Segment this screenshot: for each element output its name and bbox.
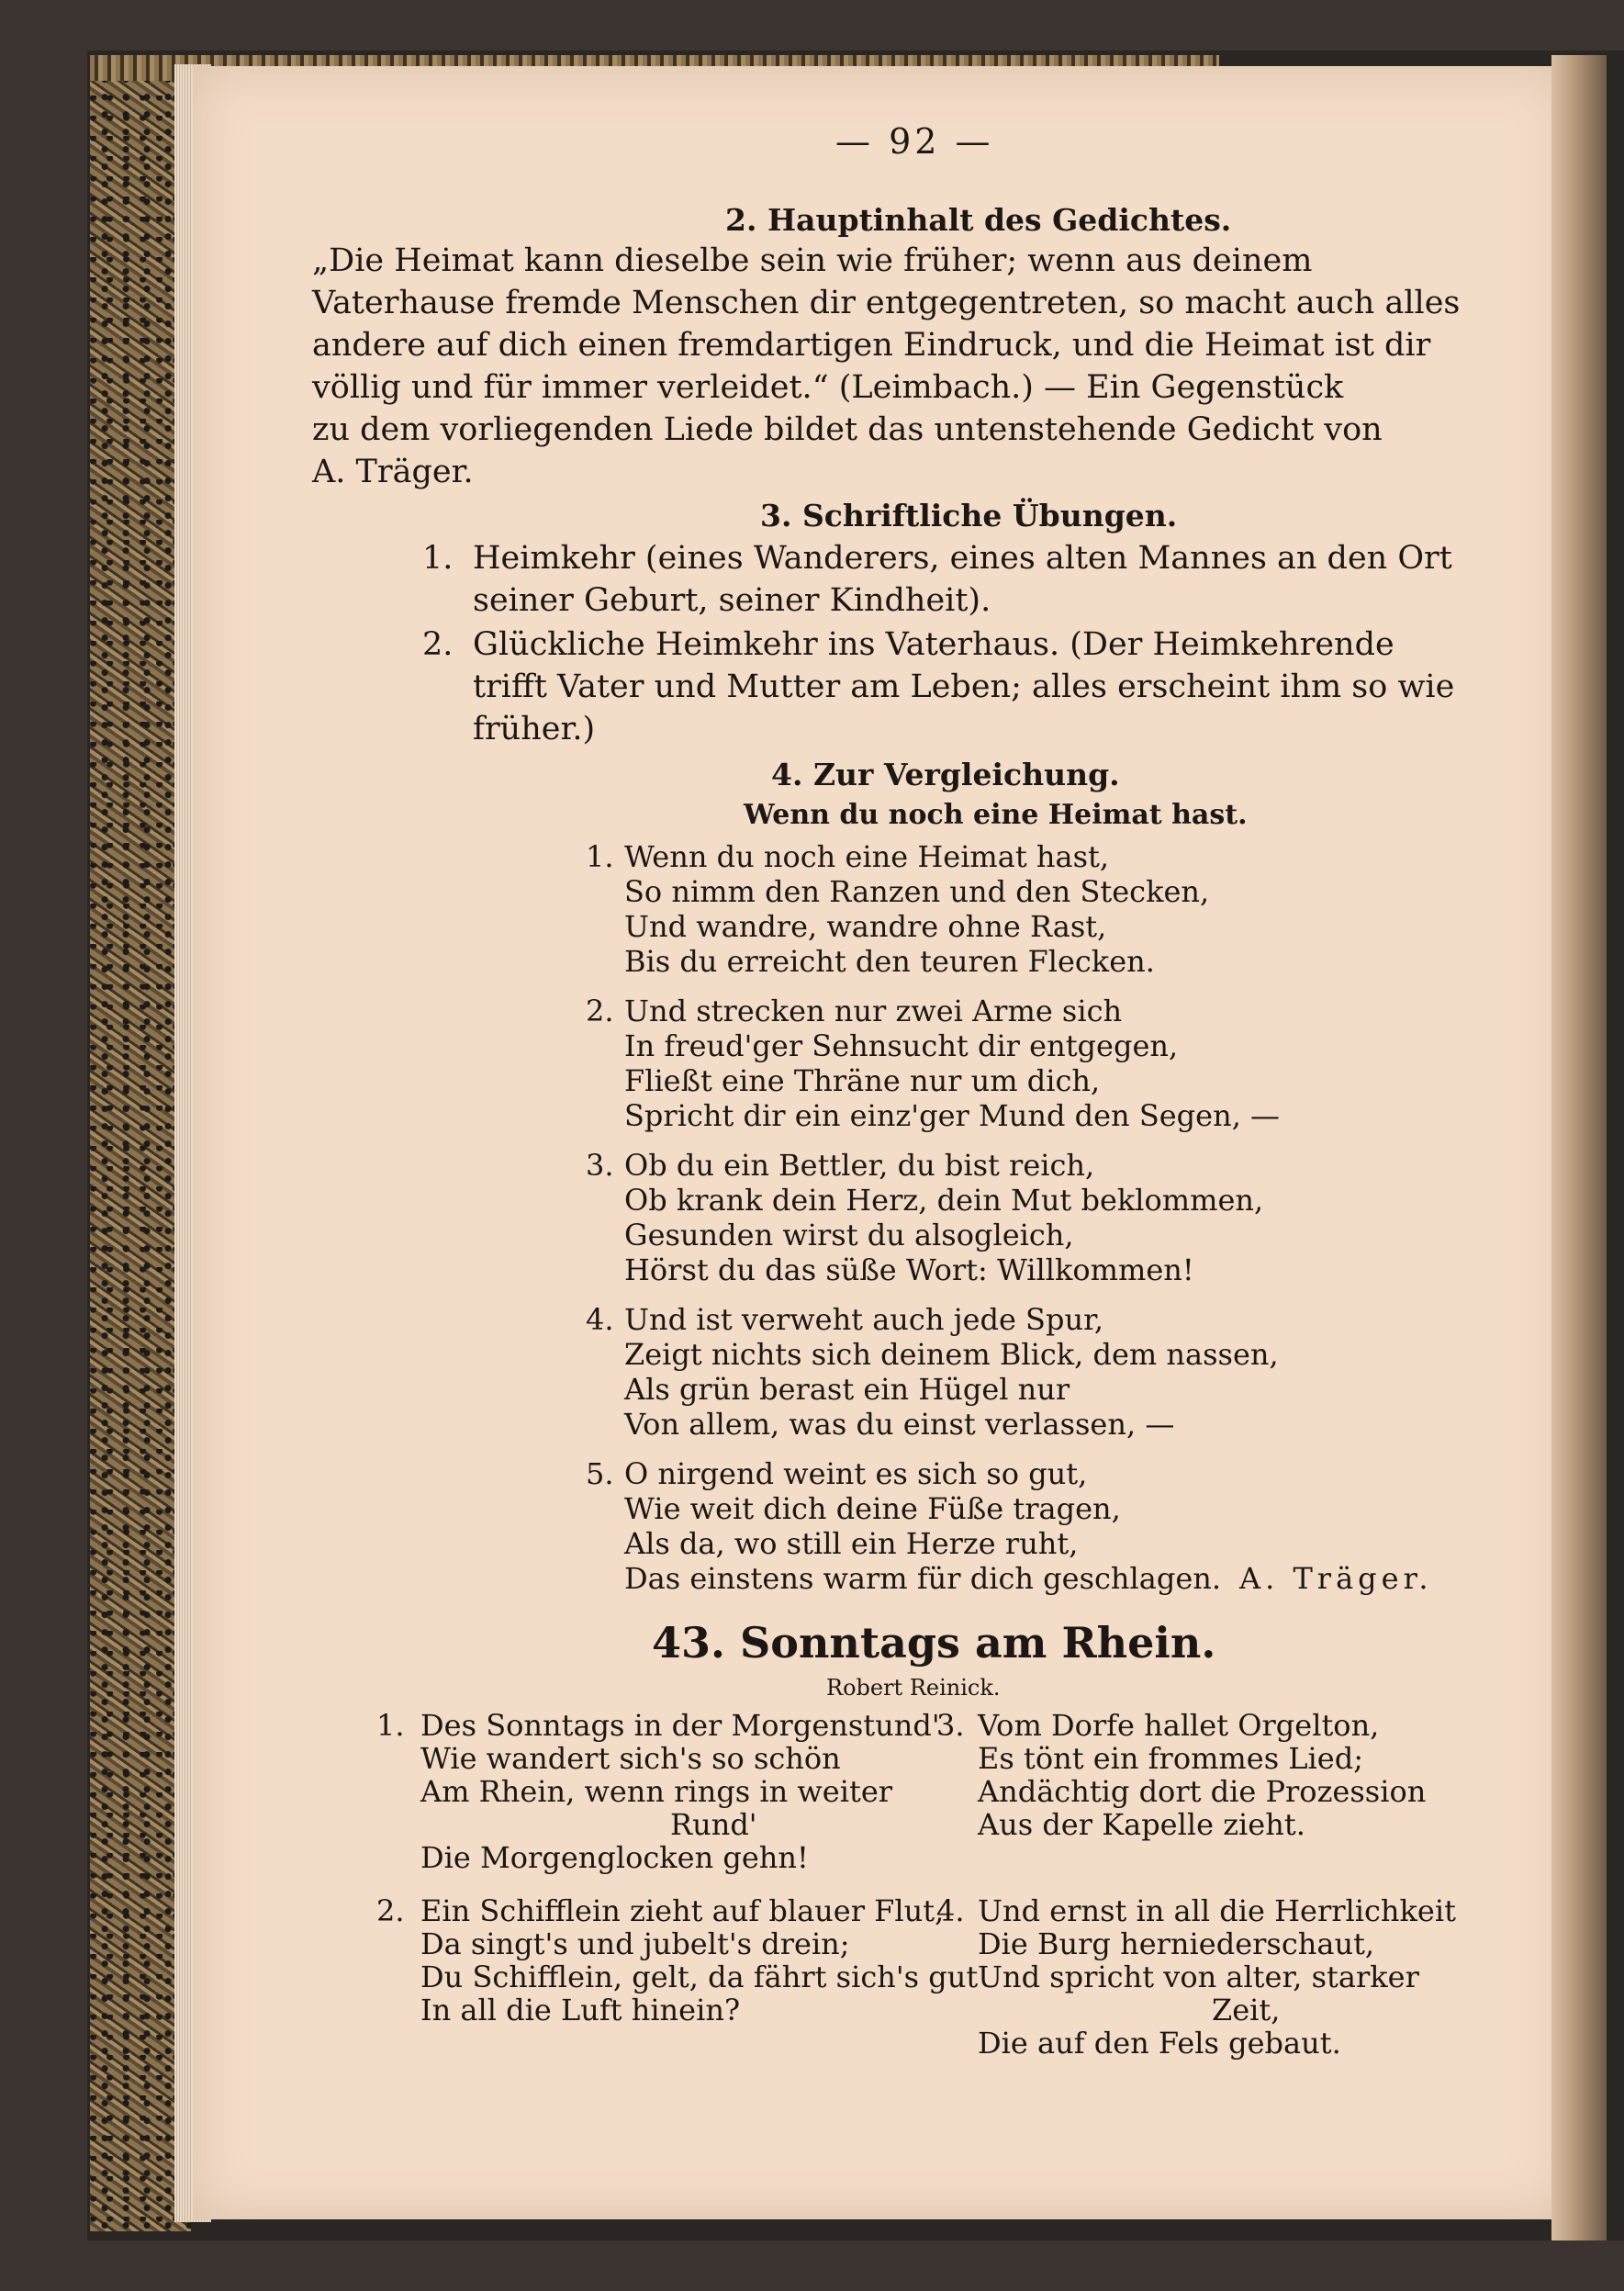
stanza-number: 1. bbox=[586, 839, 614, 874]
list-number: 1. bbox=[422, 540, 454, 577]
section-heading-4: 4. Zur Vergleichung. bbox=[771, 757, 1120, 792]
poem-line: Und strecken nur zwei Arme sich bbox=[624, 994, 1123, 1028]
poem-line: Wie wandert sich's so schön bbox=[420, 1741, 841, 1776]
poem-line: Ob du ein Bettler, du bist reich, bbox=[624, 1148, 1095, 1183]
poem-line: Und spricht von alter, starker bbox=[978, 1960, 1419, 1994]
poem-line: Zeigt nichts sich deinem Blick, dem nassen, bbox=[624, 1337, 1279, 1372]
stanza-number: 2. bbox=[586, 994, 614, 1028]
poem-line: Aus der Kapelle zieht. bbox=[978, 1807, 1305, 1842]
poem-line: Von allem, was du einst verlassen, — bbox=[624, 1407, 1175, 1442]
text-line: völlig und für immer verleidet.“ (Leimbach.) — Ein Gegenstück bbox=[312, 369, 1344, 406]
poem-line: Als da, wo still ein Herze ruht, bbox=[624, 1526, 1079, 1561]
section-heading-3: 3. Schriftliche Übungen. bbox=[760, 498, 1178, 533]
poem-line: Da singt's und jubelt's drein; bbox=[420, 1926, 850, 1961]
poem-line: In freud'ger Sehnsucht dir entgegen, bbox=[624, 1028, 1179, 1063]
poem-author: Robert Reinick. bbox=[826, 1675, 1001, 1701]
text-line: A. Träger. bbox=[312, 454, 474, 490]
text-line: andere auf dich einen fremdartigen Eindruck, und die Heimat ist dir bbox=[312, 327, 1431, 364]
poem-line: Ob krank dein Herz, dein Mut beklommen, bbox=[624, 1183, 1264, 1218]
text-line: „Die Heimat kann dieselbe sein wie früher; wenn aus deinem bbox=[312, 242, 1313, 279]
poem-line: Es tönt ein frommes Lied; bbox=[978, 1741, 1363, 1776]
poem-line: Zeit, bbox=[1212, 1993, 1281, 2027]
poem-title: Wenn du noch eine Heimat hast. bbox=[744, 799, 1248, 831]
poem-line: Und ernst in all die Herrlichkeit bbox=[978, 1893, 1456, 1928]
poem-line: Und wandre, wandre ohne Rast, bbox=[624, 909, 1107, 944]
list-item-line: früher.) bbox=[473, 711, 596, 747]
poem-line: Rund' bbox=[670, 1807, 757, 1842]
poem-attribution: A. Träger. bbox=[1239, 1561, 1433, 1596]
poem-line: Am Rhein, wenn rings in weiter bbox=[420, 1774, 893, 1809]
list-item-line: trifft Vater und Mutter am Leben; alles erscheint ihm so wie bbox=[473, 668, 1455, 705]
poem-line: O nirgend weint es sich so gut, bbox=[624, 1456, 1088, 1491]
list-item-line: Glückliche Heimkehr ins Vaterhaus. (Der Heimkehrende bbox=[473, 626, 1394, 663]
text-line: zu dem vorliegenden Liede bildet das untenstehende Gedicht von bbox=[312, 411, 1383, 448]
poem-line: Das einstens warm für dich geschlagen. bbox=[624, 1561, 1222, 1596]
poem-line: Die Burg herniederschaut, bbox=[978, 1926, 1375, 1961]
poem-line: Gesunden wirst du alsogleich, bbox=[624, 1218, 1074, 1252]
stanza-number: 1. bbox=[376, 1708, 405, 1743]
stanza-number: 2. bbox=[376, 1893, 405, 1928]
poem-line: So nimm den Ranzen und den Stecken, bbox=[624, 874, 1210, 909]
list-item-line: Heimkehr (eines Wanderers, eines alten Mannes an den Ort bbox=[473, 540, 1452, 577]
poem-line: Als grün berast ein Hügel nur bbox=[624, 1372, 1070, 1407]
poem-line: Wie weit dich deine Füße tragen, bbox=[624, 1491, 1121, 1526]
text-line: Vaterhause fremde Menschen dir entgegentreten, so macht auch alles bbox=[312, 285, 1461, 321]
list-item-line: seiner Geburt, seiner Kindheit). bbox=[473, 582, 991, 619]
stanza-number: 3. bbox=[586, 1148, 614, 1183]
poem-line: Die auf den Fels gebaut. bbox=[978, 2026, 1341, 2061]
stanza-number: 3. bbox=[936, 1708, 965, 1743]
poem-line: In all die Luft hinein? bbox=[420, 1993, 741, 2027]
stanza-number: 5. bbox=[586, 1456, 614, 1491]
poem-line: Spricht dir ein einz'ger Mund den Segen, — bbox=[624, 1098, 1281, 1133]
chapter-title: 43. Sonntags am Rhein. bbox=[652, 1618, 1216, 1668]
poem-line: Vom Dorfe hallet Orgelton, bbox=[978, 1708, 1380, 1743]
poem-line: Wenn du noch eine Heimat hast, bbox=[624, 839, 1110, 874]
poem-line: Und ist verweht auch jede Spur, bbox=[624, 1302, 1104, 1337]
poem-line: Du Schifflein, gelt, da fährt sich's gut bbox=[420, 1960, 979, 1994]
list-number: 2. bbox=[422, 626, 454, 663]
poem-line: Hörst du das süße Wort: Willkommen! bbox=[624, 1252, 1194, 1287]
page-content bbox=[193, 66, 1570, 2219]
poem-line: Die Morgenglocken gehn! bbox=[420, 1840, 809, 1875]
page-number: — 92 — bbox=[835, 121, 994, 162]
poem-line: Ein Schifflein zieht auf blauer Flut, bbox=[420, 1893, 945, 1928]
poem-line: Des Sonntags in der Morgenstund' bbox=[420, 1708, 940, 1743]
stanza-number: 4. bbox=[936, 1893, 965, 1928]
section-heading-2: 2. Hauptinhalt des Gedichtes. bbox=[725, 202, 1232, 238]
poem-line: Andächtig dort die Prozession bbox=[978, 1774, 1427, 1809]
poem-line: Bis du erreicht den teuren Flecken. bbox=[624, 944, 1155, 979]
poem-line: Fließt eine Thräne nur um dich, bbox=[624, 1063, 1101, 1098]
stanza-number: 4. bbox=[586, 1302, 614, 1337]
